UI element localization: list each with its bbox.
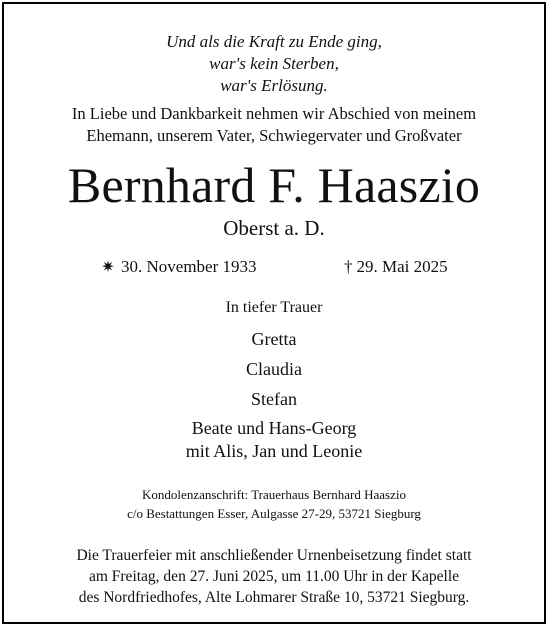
quote-line-1: Und als die Kraft zu Ende ging, — [166, 32, 382, 51]
mourning-heading: In tiefer Trauer — [225, 299, 323, 316]
birth-date — [100, 257, 257, 277]
mourner-name: Gretta — [251, 329, 297, 349]
mourner-name: Claudia — [246, 359, 302, 379]
intro-line-1: In Liebe und Dankbarkeit nehmen wir Abschied von meinem — [71, 104, 477, 123]
quote-line-2: war's kein Sterben, — [209, 54, 339, 73]
death-date-text: 29. Mai 2025 — [356, 257, 448, 276]
obituary-notice — [2, 2, 546, 624]
mourner-name: mit Alis, Jan und Leonie — [185, 441, 363, 461]
life-dates — [4, 257, 544, 281]
ceremony-line-2: am Freitag, den 27. Juni 2025, um 11.00 Uhr in der Kapelle — [88, 568, 460, 585]
star-icon: ✷ — [101, 259, 115, 276]
mourner-name: Stefan — [251, 389, 297, 409]
intro-line-2: Ehemann, unserem Vater, Schwiegervater und Großvater — [86, 126, 462, 145]
ceremony-line-1: Die Trauerfeier mit anschließender Urnenbeisetzung findet statt — [76, 547, 472, 564]
birth-date-text: 30. November 1933 — [121, 257, 257, 276]
death-date — [344, 257, 448, 277]
condolence-line-1: Kondolenzanschrift: Trauerhaus Bernhard Haaszio — [142, 487, 406, 502]
condolence-line-2: c/o Bestattungen Esser, Aulgasse 27-29, 53721 Siegburg — [127, 506, 421, 521]
deceased-title: Oberst a. D. — [223, 216, 325, 240]
mourner-name: Beate und Hans-Georg — [191, 418, 357, 438]
deceased-name: Bernhard F. Haaszio — [67, 157, 481, 213]
dagger-icon: † — [344, 257, 353, 276]
ceremony-line-3: des Nordfriedhofes, Alte Lohmarer Straße 10, 53721 Siegburg. — [78, 589, 470, 606]
quote-line-3: war's Erlösung. — [220, 76, 328, 95]
